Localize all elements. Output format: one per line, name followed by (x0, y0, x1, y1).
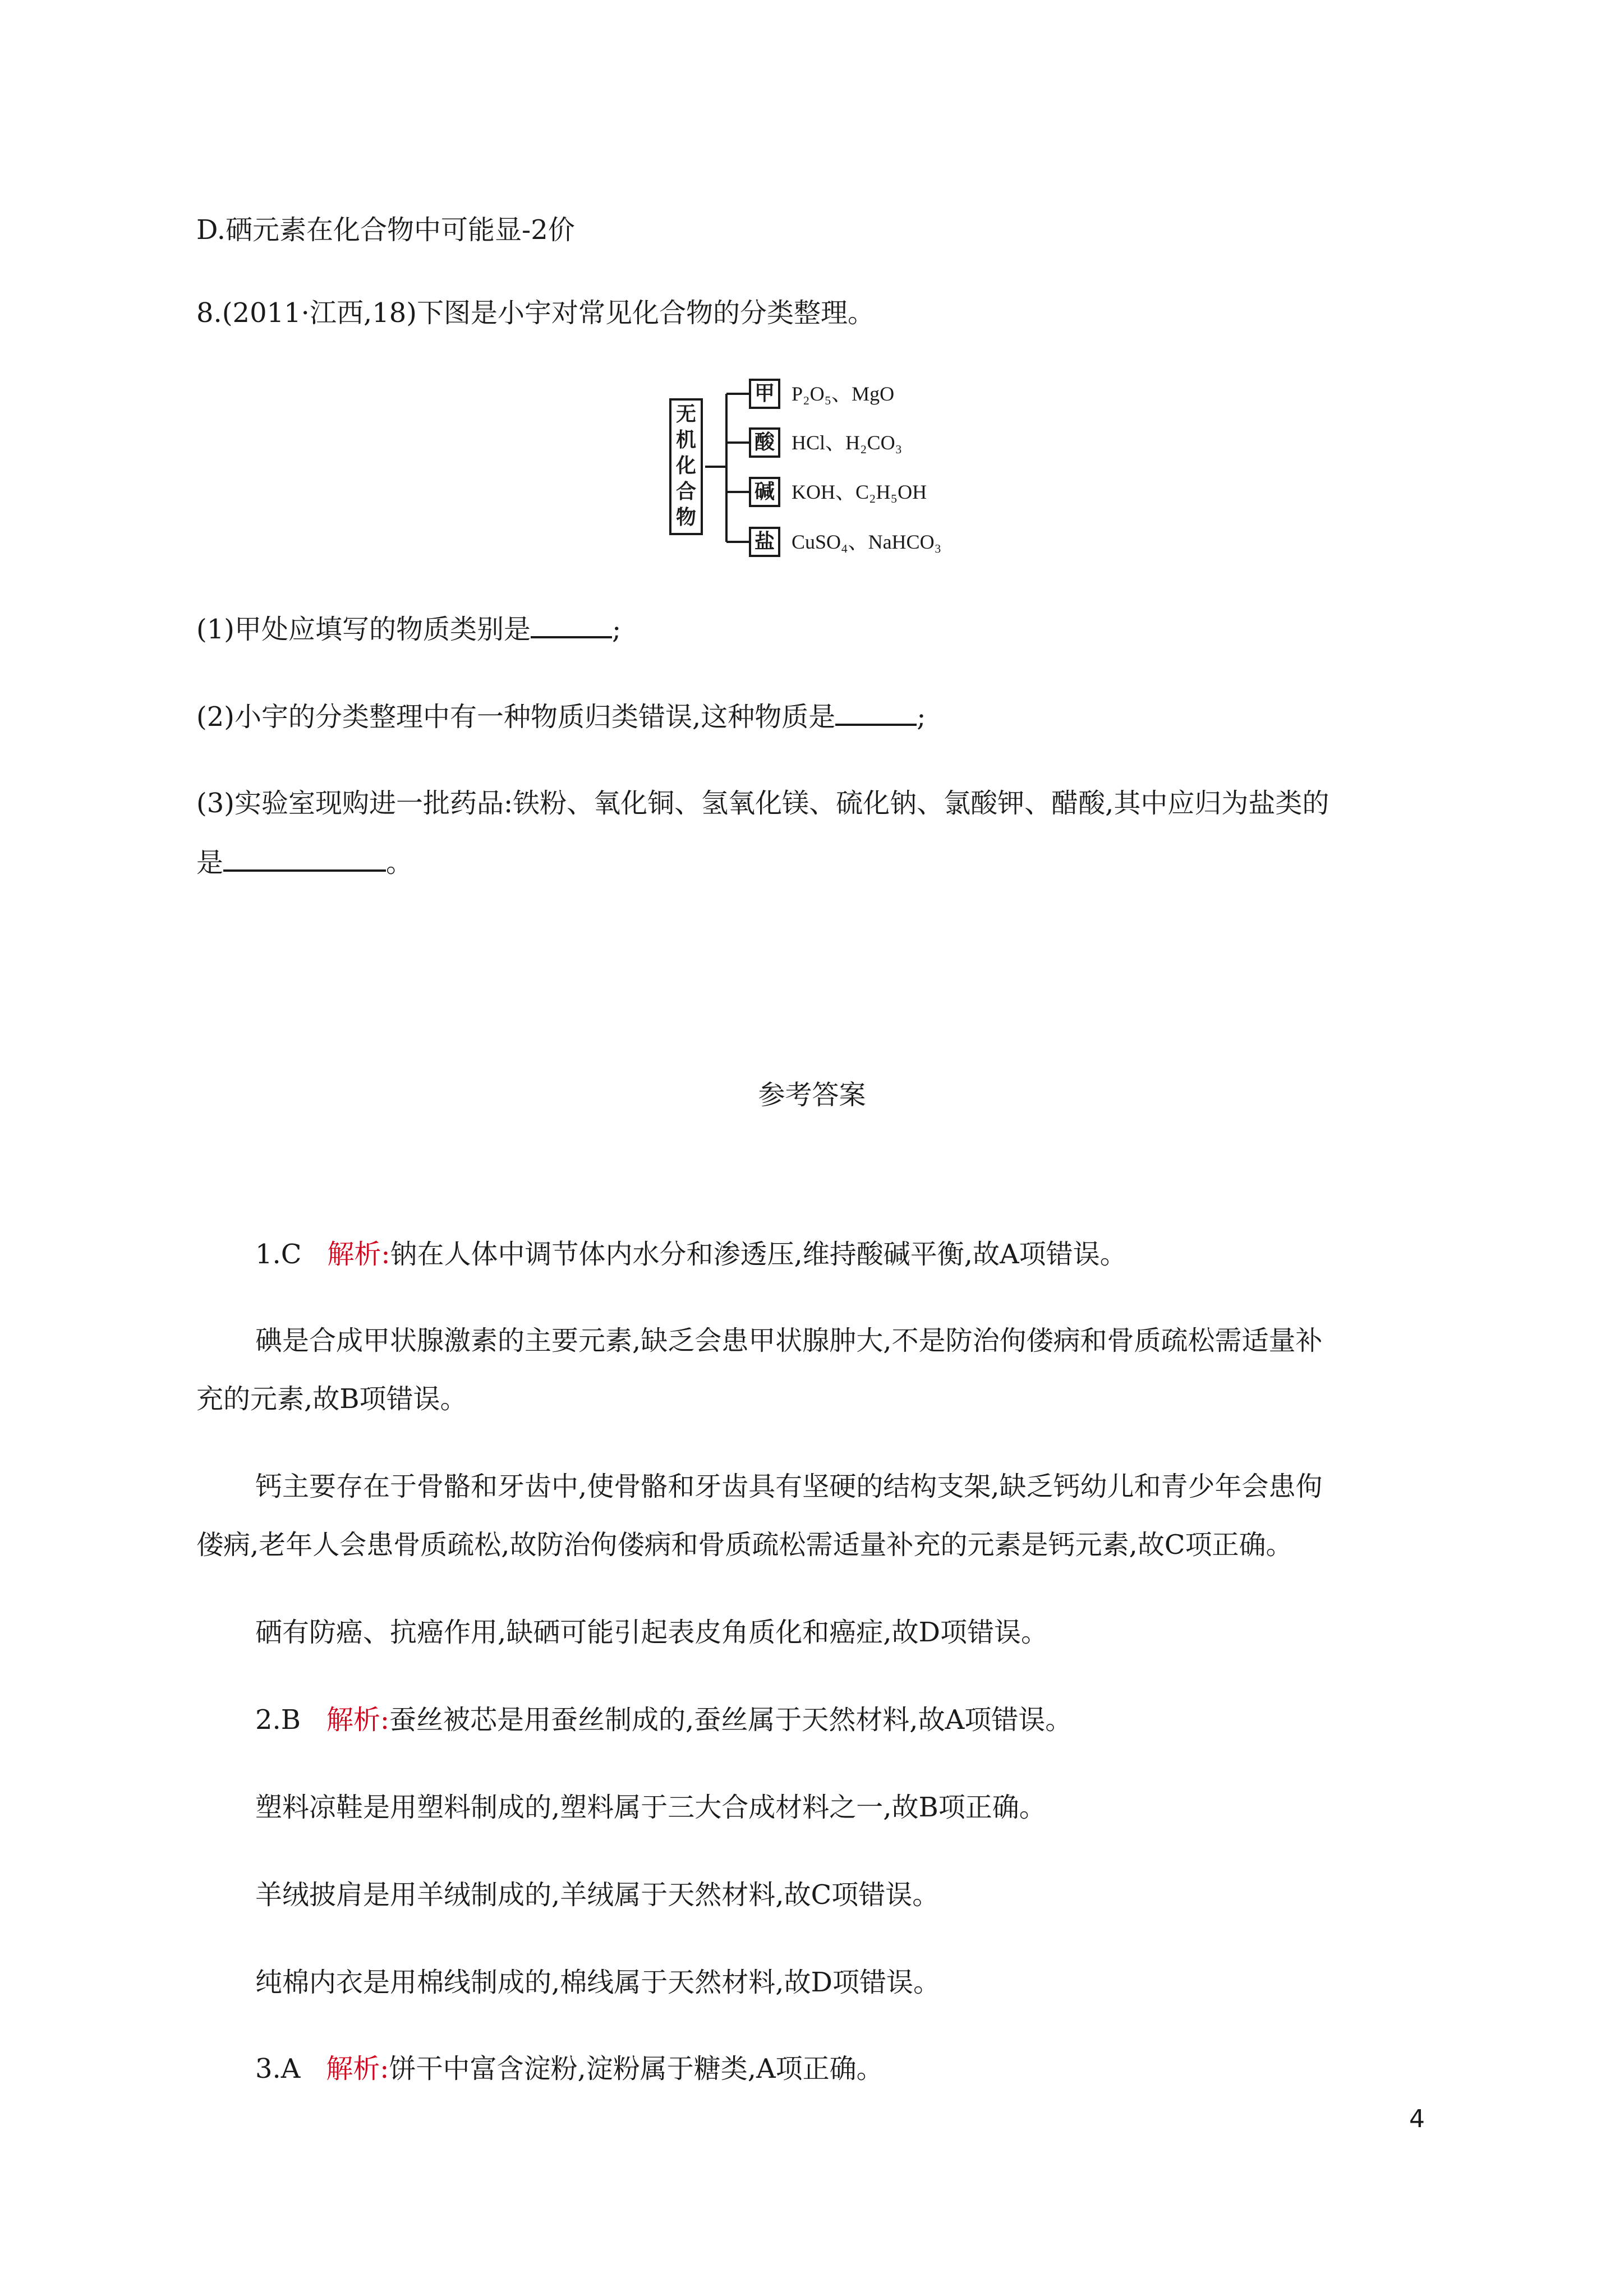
analysis-tag: 解析: (326, 2053, 389, 2085)
answer-2-p3: 羊绒披肩是用羊绒制成的,羊绒属于天然材料,故C项错误。 (255, 1879, 940, 1911)
root-label-char: 化 (675, 454, 696, 477)
answer-text: 钠在人体中调节体内水分和渗透压,维持酸碱平衡,故A项错误。 (390, 1239, 1127, 1270)
q8-sub3-text: 是 (196, 847, 224, 878)
category-box-acid: 酸 (749, 427, 780, 458)
q8-sub1-text: (1)甲处应填写的物质类别是 (196, 614, 531, 645)
answer-number: 2.B (255, 1704, 301, 1736)
category-box-salt: 盐 (749, 527, 780, 557)
category-box-jia: 甲 (749, 379, 780, 409)
answer-2-p4: 纯棉内衣是用棉线制成的,棉线属于天然材料,故D项错误。 (255, 1967, 941, 1998)
classification-diagram (665, 376, 979, 561)
answer-2-p2: 塑料凉鞋是用塑料制成的,塑料属于三大合成材料之一,故B项正确。 (255, 1792, 1046, 1823)
answer-number: 3.A (255, 2053, 301, 2085)
answer-1-p4: 硒有防癌、抗癌作用,缺硒可能引起表皮角质化和癌症,故D项错误。 (255, 1617, 1048, 1648)
category-box-base: 碱 (749, 477, 780, 507)
answer-1-p2-line2: 充的元素,故B项错误。 (196, 1383, 467, 1415)
answer-1-p3-line1: 钙主要存在于骨骼和牙齿中,使骨骼和牙齿具有坚硬的结构支架,缺乏钙幼儿和青少年会患佝 (255, 1471, 1323, 1502)
answer-1-p2-line1: 碘是合成甲状腺激素的主要元素,缺乏会患甲状腺肿大,不是防治佝偻病和骨质疏松需适量补 (255, 1325, 1323, 1356)
answer-1-p3-line2: 偻病,老年人会患骨质疏松,故防治佝偻病和骨质疏松需适量补充的元素是钙元素,故C项正确。 (196, 1529, 1293, 1561)
root-category-box (669, 398, 703, 535)
q8-sub1-end: ; (612, 614, 622, 645)
root-label-char: 合 (675, 480, 696, 503)
q8-sub3-line2 (196, 845, 413, 880)
q7-option-d: D.硒元素在化合物中可能显-2价 (196, 214, 575, 246)
category-formula: P₂O₅、MgO (792, 383, 895, 405)
category-formula: HCl、H₂CO₃ (792, 431, 903, 454)
q8-sub3-line1: (3)实验室现购进一批药品:铁粉、氧化铜、氢氧化镁、硫化钠、氯酸钾、醋酸,其中应归为盐类的 (196, 788, 1329, 819)
answer-blank[interactable] (223, 845, 386, 872)
answer-number: 1.C (255, 1239, 302, 1270)
answer-2-line1 (255, 1703, 1072, 1737)
analysis-tag: 解析: (326, 1704, 390, 1736)
q8-stem: 8.(2011·江西,18)下图是小宇对常见化合物的分类整理。 (196, 297, 875, 329)
q8-sub2-end: ; (917, 701, 926, 733)
root-label-char: 物 (675, 506, 696, 529)
page-number: 4 (1409, 2105, 1425, 2133)
answer-1-line1 (255, 1237, 1127, 1271)
category-formula: KOH、C₂H₅OH (792, 481, 927, 503)
root-label-char: 机 (675, 429, 696, 452)
answer-blank[interactable] (531, 611, 612, 638)
q8-sub2 (196, 699, 926, 734)
answer-text: 饼干中富含淀粉,淀粉属于糖类,A项正确。 (389, 2053, 884, 2085)
analysis-tag: 解析: (327, 1239, 390, 1270)
q8-sub3-end: 。 (386, 847, 413, 878)
root-label-char: 无 (675, 403, 696, 426)
answers-heading: 参考答案 (758, 1079, 866, 1111)
answer-blank[interactable] (835, 699, 917, 726)
q8-sub2-text: (2)小宇的分类整理中有一种物质归类错误,这种物质是 (196, 701, 836, 733)
answer-text: 蚕丝被芯是用蚕丝制成的,蚕丝属于天然材料,故A项错误。 (389, 1704, 1073, 1736)
q8-sub1 (196, 611, 621, 646)
answer-3-line1 (255, 2052, 884, 2086)
category-formula: CuSO₄、NaHCO₃ (792, 531, 942, 553)
